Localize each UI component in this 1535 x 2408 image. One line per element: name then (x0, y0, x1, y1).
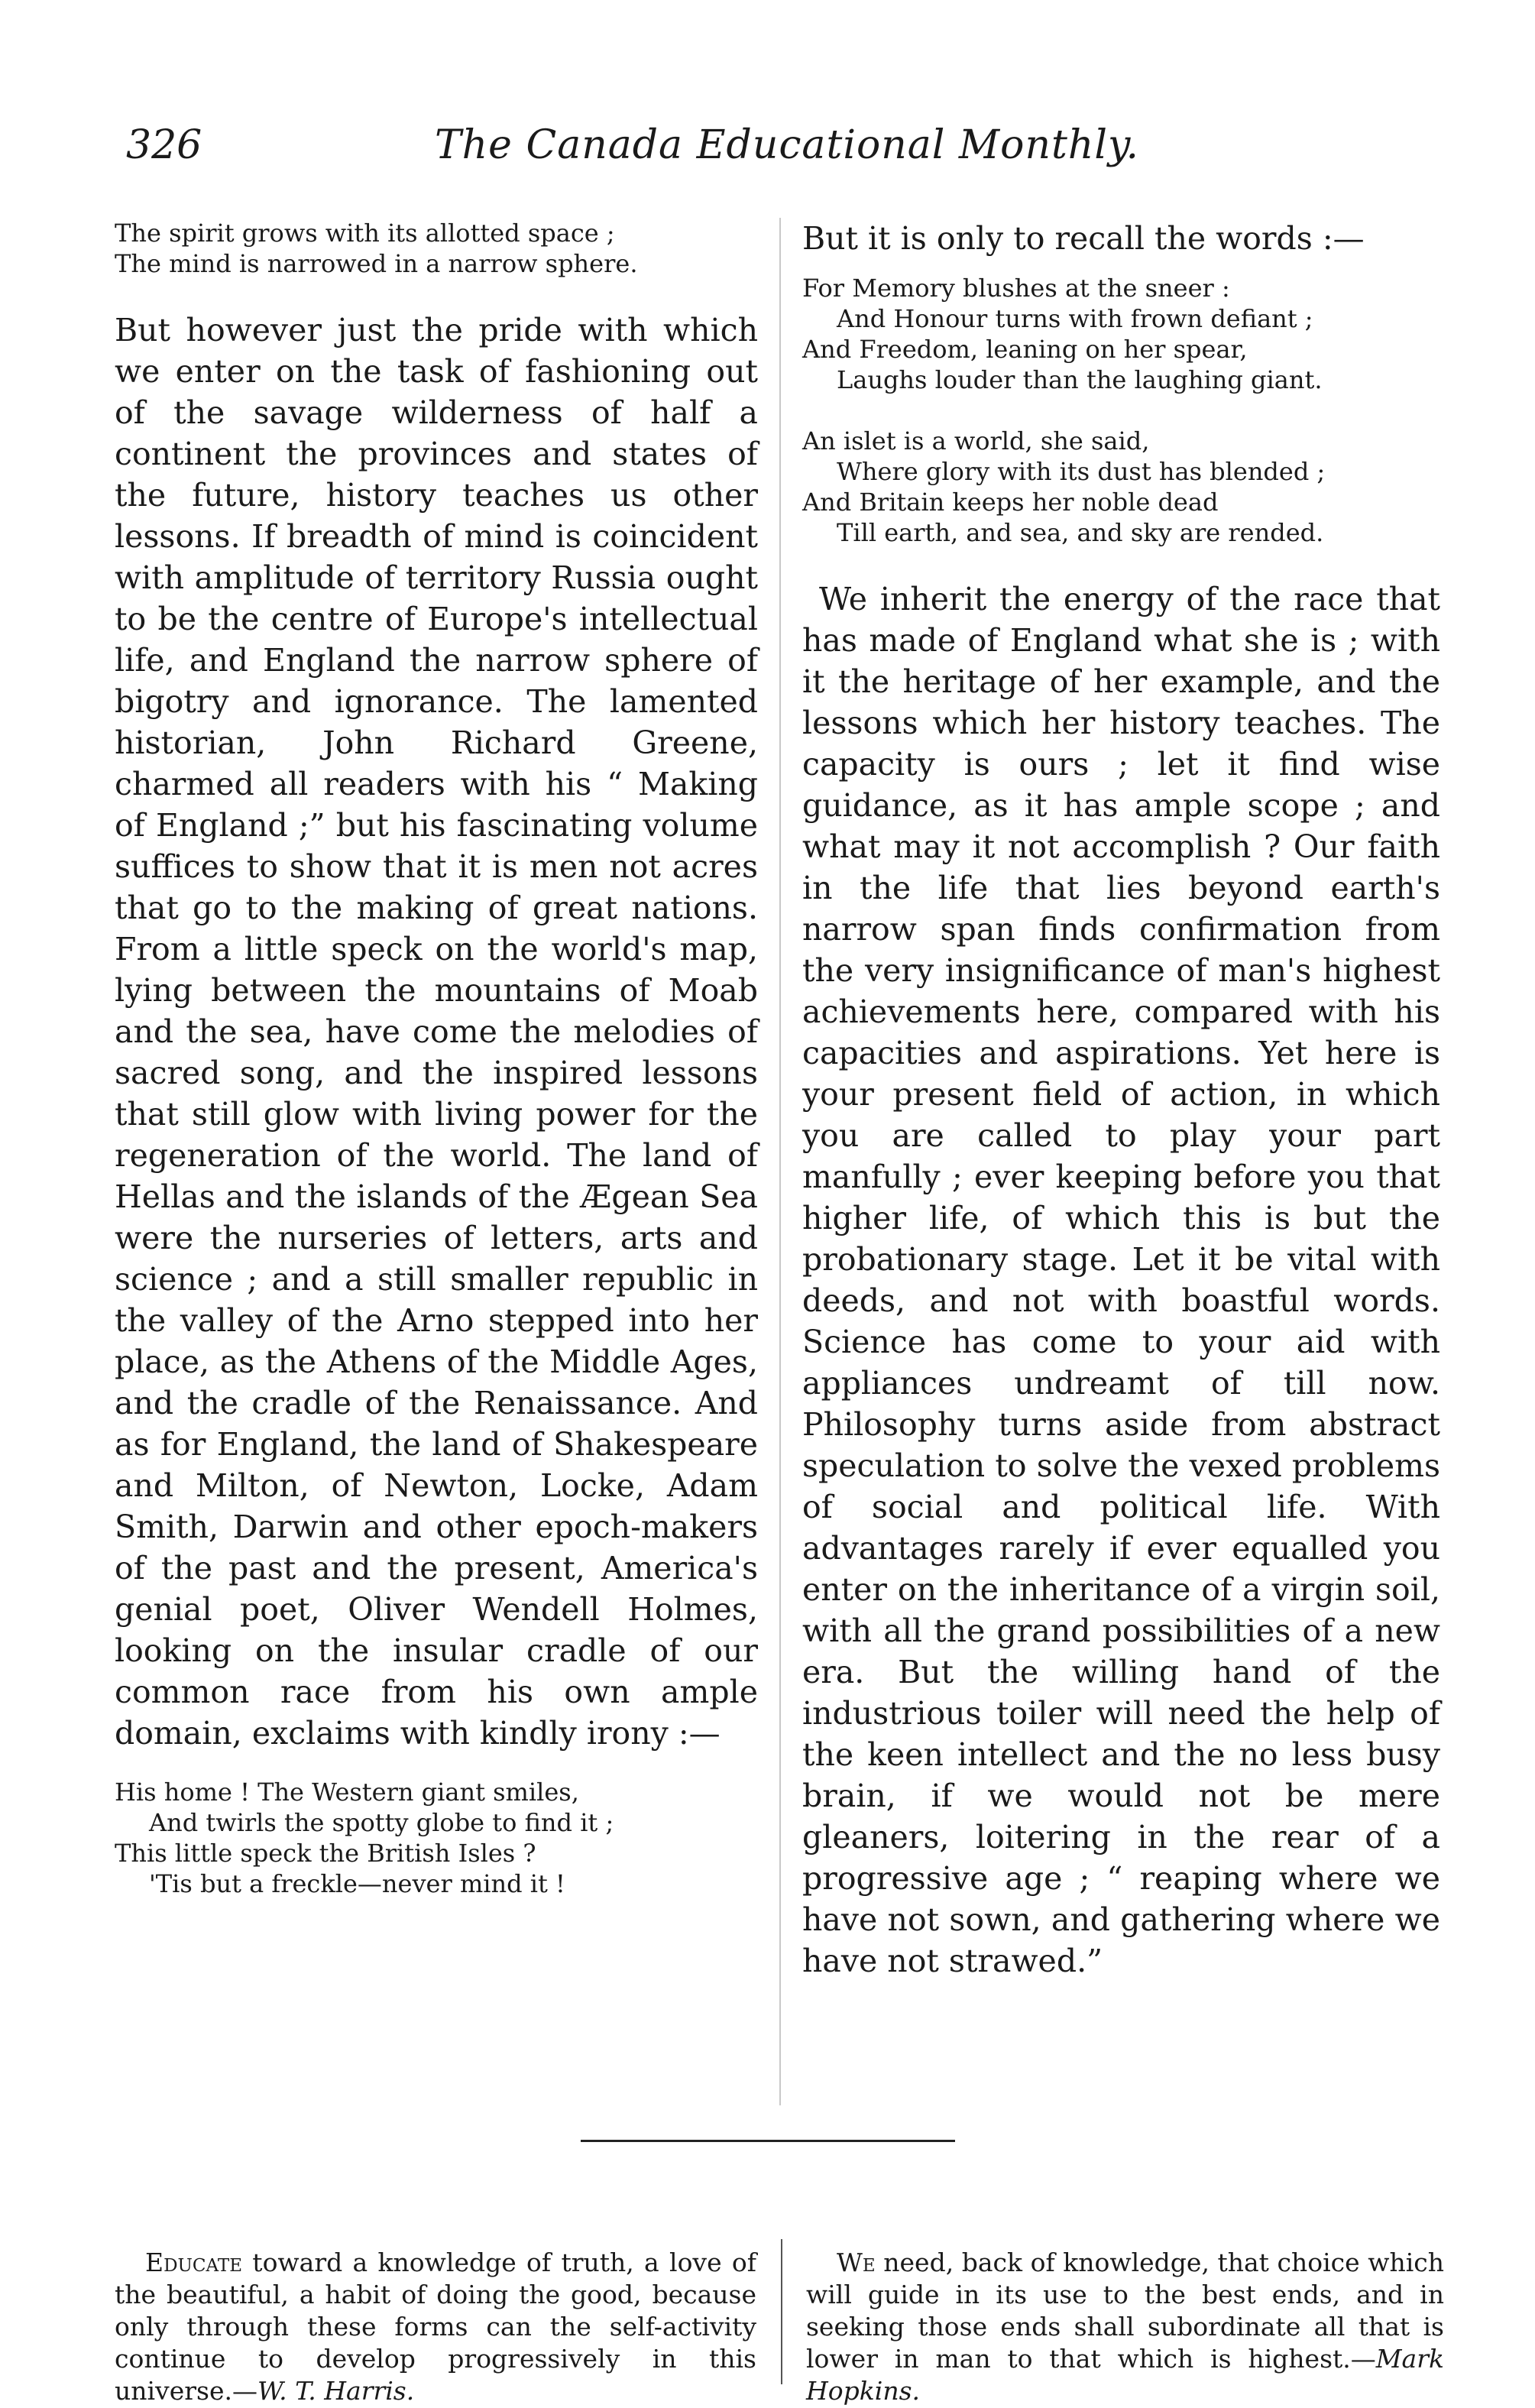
footnote-attribution: W. T. Harris. (257, 2376, 415, 2406)
footnote-attribution: Mark Hopkins. (806, 2344, 1444, 2406)
footnote-harris (115, 2247, 756, 2407)
verse-line: And Britain keeps her noble dead (802, 488, 1219, 517)
section-rule (581, 2140, 955, 2142)
verse-line: Till earth, and sea, and sky are rended. (837, 518, 1324, 547)
footnote-lead: Educate (145, 2248, 242, 2277)
verse-line: His home ! The Western giant smiles, (115, 1778, 579, 1807)
page-header (126, 122, 1448, 183)
islet-verse (802, 426, 1440, 548)
right-column (802, 218, 1440, 2005)
footnote-lead: We (837, 2248, 876, 2277)
left-column (115, 218, 758, 1930)
verse-line: This little speck the British Isles ? (115, 1839, 536, 1868)
epigraph-line: The mind is narrowed in a narrow sphere. (115, 249, 638, 278)
footnote-divider (781, 2239, 782, 2384)
verse-line: Laughs louder than the laughing giant. (837, 365, 1323, 394)
verse-line: For Memory blushes at the sneer : (802, 274, 1230, 303)
verse-line: And Freedom, leaning on her spear, (802, 335, 1248, 364)
verse-line: 'Tis but a freckle—never mind it ! (149, 1869, 565, 1898)
left-paragraph: But however just the pride with which we enter on the task of fashioning out of the savage wilderness of half a continent the provinces and states of the future, history teaches us other lessons. If breadth of mind is coincident with amplitude of territory Russia ought to be the centre of Europe's intellectual life, and England the narrow sphere of bigotry and ignorance. The lamented historian, John Richard Greene, charmed all readers with his “ Making of England ;” but his fascinating volume suffices to show that it is men not acres that go to the making of great nations. From a little speck on the world's map, lying between the mountains of Moab and the sea, have come the melodies of sacred song, and the inspired lessons that still glow with living power for the regeneration of the world. The land of Hellas and the islands of the Ægean Sea were the nurseries of letters, arts and science ; and a still smaller republic in the valley of the Arno stepped into her place, as the Athens of the Middle Ages, and the cradle of the Renaissance. And as for England, the land of Shakespeare and Milton, of Newton, Locke, Adam Smith, Darwin and other epoch-makers of the past and the present, America's genial poet, Oliver Wendell Holmes, looking on the insular cradle of our common race from his own ample domain, exclaims with kindly irony :— (115, 312, 758, 1752)
footnote-text: need, back of knowledge, that choice which will guide in its use to the best ends, and in seeking those ends shall subordinate all that is lower in man to that which is highest.— (806, 2248, 1444, 2374)
right-paragraph: We inherit the energy of the race that has made of England what she is ; with it the heritage of her example, and the lessons which her history teaches. The capacity is ours ; let it find wise guidance, as it has ample scope ; and what may it not accomplish ? Our faith in the life that lies beyond earth's narrow span finds confirmation from the very insignificance of man's highest achievements here, compared with his capacities and aspirations. Yet here is your present field of action, in which you are called to play your part manfully ; ever keeping before you that higher life, of which this is but the probationary stage. Let it be vital with deeds, and not with boastful words. Science has come to your aid with appliances undreamt of till now. Philosophy turns aside from abstract speculation to solve the vexed problems of social and political life. With advantages rarely if ever equalled you enter on the inheritance of a virgin soil, with all the grand possibilities of a new era. But the willing hand of the industrious toiler will need the help of the keen intellect and the no less busy brain, if we would not be mere gleaners, loitering in the rear of a progressive age ; “ reaping where we have not sown, and gathering where we have not strawed.” (802, 581, 1440, 1979)
verse-line: Where glory with its dust has blended ; (837, 457, 1326, 486)
memory-verse (802, 273, 1440, 395)
footnote-hopkins (806, 2247, 1444, 2407)
verse-line: And Honour turns with frown defiant ; (837, 304, 1313, 333)
running-title: The Canada Educational Monthly. (435, 122, 1139, 168)
epigraph (115, 218, 758, 279)
column-divider (779, 218, 781, 2105)
holmes-verse (115, 1777, 758, 1899)
epigraph-line: The spirit grows with its allotted space ; (115, 219, 615, 248)
verse-line: An islet is a world, she said, (802, 426, 1150, 455)
right-intro: But it is only to recall the words :— (802, 220, 1365, 257)
page-number: 326 (126, 122, 202, 168)
verse-line: And twirls the spotty globe to find it ; (149, 1808, 614, 1837)
footnote-text: toward a knowledge of truth, a love of the beautiful, a habit of doing the good, because only through these forms can the self-activity continue to develop progressively in this universe.— (115, 2248, 756, 2406)
